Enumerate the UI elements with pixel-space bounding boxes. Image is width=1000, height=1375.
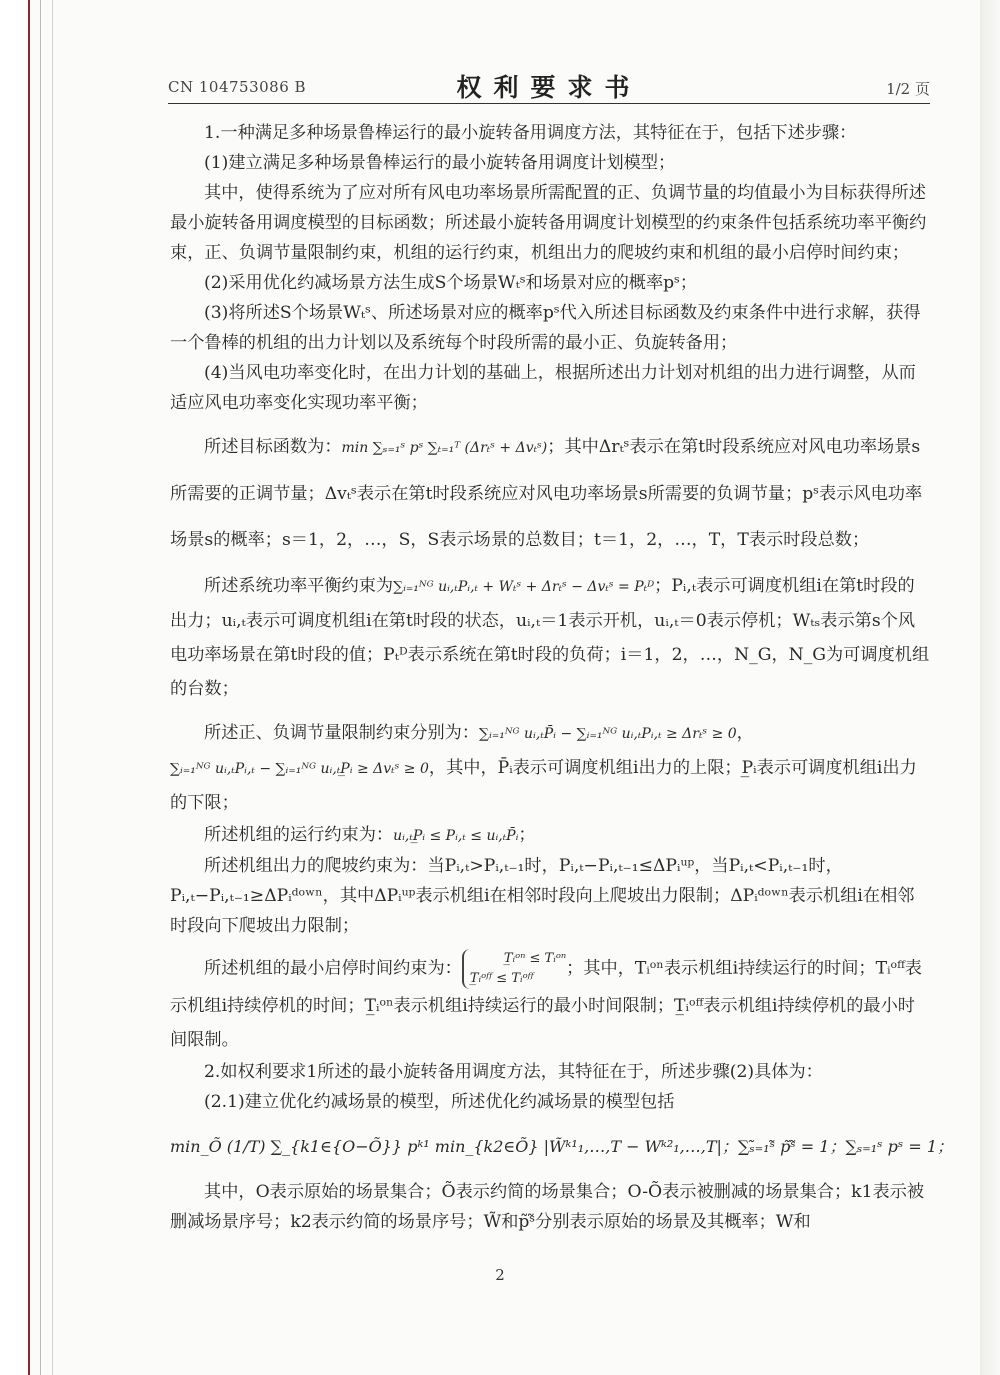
formula-separator: ， xyxy=(736,723,754,743)
objective-formula: min ∑ₛ₌₁ˢ pˢ ∑ₜ₌₁ᵀ (Δrₜˢ + Δvₜˢ) xyxy=(341,440,548,456)
regulation-limit-explanation: ，其中，P̄ᵢ表示可调度机组i出力的上限；P̲ᵢ表示可调度机组i出力的下限； xyxy=(170,758,917,813)
min-updown-paragraph xyxy=(170,949,930,1057)
min-updown-explanation: ；其中，Tᵢᵒⁿ表示机组i持续运行的时间；Tᵢᵒᶠᶠ表示机组i持续停机的时间；T̲ᵢᵒⁿ表示机组i持续运行的最小时间限制；T̲ᵢᵒᶠᶠ表示机组i持续停机的最小时间限制。 xyxy=(170,958,922,1050)
page-title: 权利要求书 xyxy=(456,73,642,102)
min-on-formula: T̲ᵢᵒⁿ ≤ Tᵢᵒⁿ xyxy=(503,951,567,966)
negative-regulation-formula: ∑ᵢ₌₁ᴺᴳ uᵢ,ₜPᵢ,ₜ − ∑ᵢ₌₁ᴺᴳ uᵢ,ₜP̲ᵢ ≥ Δvₜˢ ≥ 0 xyxy=(170,761,429,777)
page-number: 2 xyxy=(495,1266,505,1284)
claim-2-intro: 2.如权利要求1所述的最小旋转备用调度方法，其特征在于，所述步骤(2)具体为： xyxy=(204,1062,823,1082)
regulation-limit-paragraph xyxy=(170,716,930,820)
scenario-reduction-formula: min_Õ (1/T) ∑_{k1∈{O−Õ}} pᵏ¹ min_{k2∈Õ} |W̃ᵏ¹₁,…,T − Wᵏ²₁,…,T|；∑ₛ̃₌₁ˢ̃ p̃ˢ̃ = 1；∑ₛ₌₁ˢ pˢ = 1； xyxy=(170,1137,953,1156)
scenario-definitions: 其中，O表示原始的场景集合；Õ表示约简的场景集合；O-Õ表示被删减的场景集合；k1表示被删减场景序号；k2表示约简的场景序号；W̃和p̃ˢ̃分别表示原始的场景及其概率；W和 xyxy=(170,1182,925,1232)
patent-number: CN 104753086 B xyxy=(168,78,307,96)
step-1: (1)建立满足多种场景鲁棒运行的最小旋转备用调度计划模型； xyxy=(204,153,676,173)
min-off-formula: T̲ᵢᵒᶠᶠ ≤ Tᵢᵒᶠᶠ xyxy=(469,971,534,986)
operation-constraint-label: 所述机组的运行约束为： xyxy=(204,825,394,845)
power-balance-paragraph xyxy=(170,569,930,706)
page-of-indicator: 1/2 页 xyxy=(886,80,930,98)
objective-function-paragraph xyxy=(170,424,930,563)
ramp-constraint-paragraph: 所述机组出力的爬坡约束为：当Pᵢ,ₜ>Pᵢ,ₜ₋₁时，Pᵢ,ₜ−Pᵢ,ₜ₋₁≤ΔPᵢᵘᵖ，当Pᵢ,ₜ<Pᵢ,ₜ₋₁时，Pᵢ,ₜ−Pᵢ,ₜ₋₁≥ΔPᵢᵈᵒʷⁿ，其中ΔPᵢᵘᵖ表示机组i在相邻时段向上爬坡出力限制；ΔPᵢᵈᵒʷⁿ表示机组i在相邻时段向下爬坡出力限制； xyxy=(170,856,915,936)
min-updown-brace xyxy=(462,949,566,989)
power-balance-label: 所述系统功率平衡约束为 xyxy=(204,576,394,596)
step-3: (3)将所述S个场景Wₜˢ、所述场景对应的概率pˢ代入所述目标函数及约束条件中进行求解，获得一个鲁棒的机组的出力计划以及系统每个时段所需的最小正、负旋转备用； xyxy=(170,303,921,353)
operation-constraint-formula: uᵢ,ₜP̲ᵢ ≤ Pᵢ,ₜ ≤ uᵢ,ₜP̄ᵢ xyxy=(393,828,519,844)
operation-constraint-paragraph xyxy=(170,820,930,851)
step-2-1: (2.1)建立优化约减场景的模型，所述优化约减场景的模型包括 xyxy=(204,1092,675,1112)
power-balance-explanation: ；Pᵢ,ₜ表示可调度机组i在第t时段的出力；uᵢ,ₜ表示可调度机组i在第t时段的状态，uᵢ,ₜ＝1表示开机，uᵢ,ₜ＝0表示停机；Wₜₛ表示第s个风电功率场景在第t时段的值；Pₜᴰ表示系统在第t时段的负荷；i＝1，2，…，N_G，N_G为可调度机组的台数； xyxy=(170,576,930,699)
page-edge xyxy=(980,0,1000,1375)
claims-body xyxy=(170,118,953,1237)
operation-constraint-end: ； xyxy=(518,825,536,845)
claim-1-intro: 1.一种满足多种场景鲁棒运行的最小旋转备用调度方法，其特征在于，包括下述步骤： xyxy=(204,123,857,143)
header-rule xyxy=(168,103,930,104)
step-1-detail: 其中，使得系统为了应对所有风电功率场景所需配置的正、负调节量的均值最小为目标获得所述最小旋转备用调度模型的目标函数；所述最小旋转备用调度计划模型的约束条件包括系统功率平衡约束，正、负调节量限制约束，机组的运行约束，机组出力的爬坡约束和机组的最小启停时间约束； xyxy=(170,183,927,263)
objective-label: 所述目标函数为： xyxy=(204,437,342,457)
power-balance-formula: ∑ᵢ₌₁ᴺᴳ uᵢ,ₜPᵢ,ₜ + Wₜˢ + Δrₜˢ − Δvₜˢ = Pₜᴰ xyxy=(393,579,655,595)
min-updown-label: 所述机组的最小启停时间约束为： xyxy=(204,958,462,979)
page-header xyxy=(168,68,930,102)
positive-regulation-formula: ∑ᵢ₌₁ᴺᴳ uᵢ,ₜP̄ᵢ − ∑ᵢ₌₁ᴺᴳ uᵢ,ₜPᵢ,ₜ ≥ Δrₜˢ ≥ 0 xyxy=(479,726,737,742)
step-2: (2)采用优化约减场景方法生成S个场景Wₜˢ和场景对应的概率pˢ； xyxy=(204,273,698,293)
step-4: (4)当风电功率变化时，在出力计划的基础上，根据所述出力计划对机组的出力进行调整，从而适应风电功率变化实现功率平衡； xyxy=(170,363,916,413)
regulation-limit-label: 所述正、负调节量限制约束分别为： xyxy=(204,723,480,743)
objective-explanation: ；其中Δrₜˢ表示在第t时段系统应对风电功率场景s所需要的正调节量；Δvₜˢ表示在第t时段系统应对风电功率场景s所需要的负调节量；pˢ表示风电功率场景s的概率；s＝1，2，…，S，S表示场景的总数目；t＝1，2，…，T，T表示时段总数； xyxy=(170,437,923,550)
